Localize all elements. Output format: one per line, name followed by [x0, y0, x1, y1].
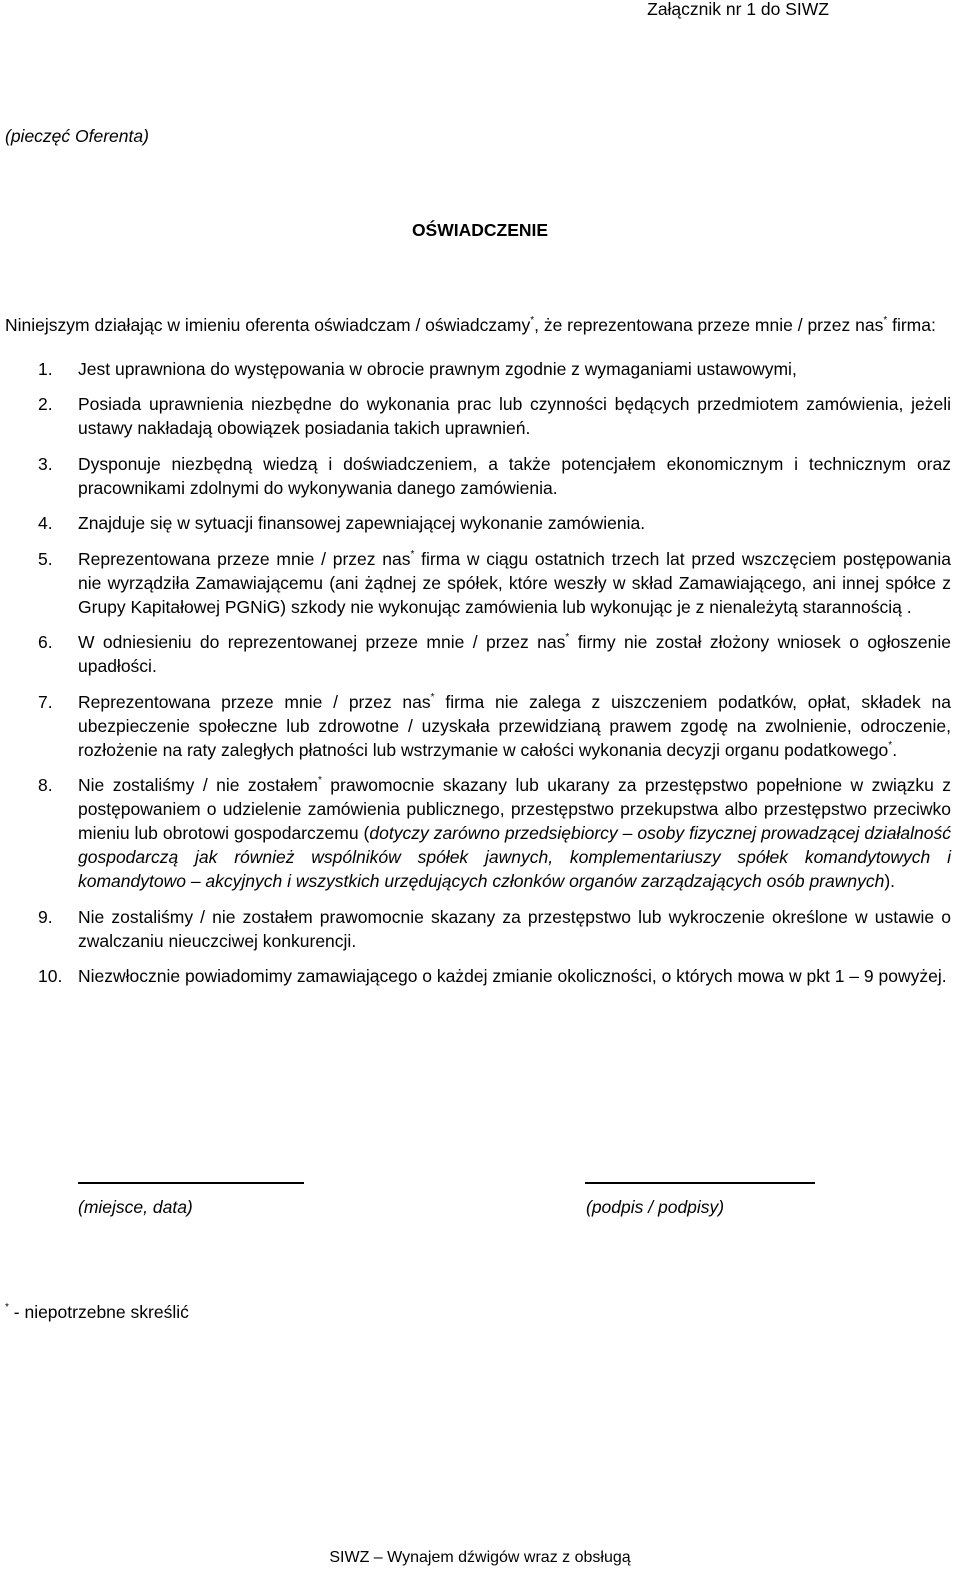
item-number: 7.	[38, 692, 53, 712]
item-text: prawomocnie skazany lub ukarany za przestępstwo popełnione w związku z postępowaniem o udzielenie zamówienia publicznego, przestępstwo przekupstwa albo przestępstwo przeciwko mieniu lub obrotowi gospodarczemu (	[78, 775, 951, 843]
item-number: 4.	[38, 513, 53, 533]
place-date-label: (miejsce, data)	[78, 1197, 193, 1217]
item-text: firmy nie został złożony wniosek o ogłoszenie upadłości.	[78, 632, 951, 676]
item-number: 1.	[38, 359, 53, 379]
item-text: Posiada uprawnienia niezbędne do wykonania prac lub czynności będących przedmiotem zamówienia, jeżeli ustawy nakładają obowiązek posiadania takich uprawnień.	[78, 394, 951, 438]
item-text: Jest uprawniona do występowania w obrocie prawnym zgodnie z wymaganiami ustawowymi,	[78, 359, 797, 379]
signature-line	[585, 1182, 815, 1184]
list-item	[0, 773, 951, 893]
list-item	[0, 690, 951, 762]
item-text: firma nie zalega z uiszczeniem podatków, opłat, składek na ubezpieczenie społeczne lub zdrowotne / uzyskała przewidzianą prawem zgodę na zwolnienie, odroczenie, rozłożenie na raty zaległych płatności lub wstrzymanie w całości wykonania decyzji organu podatkowego	[78, 692, 951, 760]
item-text: Nie zostaliśmy / nie zostałem prawomocnie skazany za przestępstwo lub wykroczenie określone w ustawie o zwalczaniu nieuczciwej konkurencji.	[78, 907, 951, 951]
signature-label: (podpis / podpisy)	[586, 1197, 725, 1217]
list-item	[0, 452, 951, 500]
list-item	[0, 630, 951, 678]
asterisk-mark: *	[565, 632, 570, 644]
item-number: 3.	[38, 454, 53, 474]
place-date-line	[78, 1182, 304, 1184]
item-text: firma w ciągu ostatnich trzech lat przed wszczęciem postępowania nie wyrządziła Zamawiającemu (ani żądnej ze spółek, które weszły w skład Zamawiającego, ani innej spółce z Grupy Kapitałowej PGNiG) szkody nie wykonując zamówienia lub wykonując je z nienależytą starannością .	[78, 549, 951, 617]
asterisk-mark: *	[888, 740, 893, 752]
page-footer: SIWZ – Wynajem dźwigów wraz z obsługą	[329, 1549, 631, 1566]
asterisk-mark: *	[883, 315, 888, 327]
asterisk-mark: *	[430, 692, 435, 704]
item-text: .	[892, 740, 898, 760]
item-text: W odniesieniu do reprezentowanej przeze mnie / przez nas	[78, 632, 566, 652]
stamp-label: (pieczęć Oferenta)	[5, 126, 149, 146]
list-item	[0, 964, 951, 988]
item-number: 6.	[38, 632, 53, 652]
asterisk-mark: *	[317, 775, 322, 787]
item-number: 10.	[38, 966, 63, 986]
asterisk-mark: *	[410, 549, 415, 561]
list-item	[0, 511, 951, 535]
item-text-italic: dotyczy zarówno przedsiębiorcy – osoby fizycznej prowadzącej działalność gospodarczą jak również wspólników spółek jawnych, komplementariuszy spółek komandytowych i komandytowo – akcyjnych i wszystkich urzędujących członków organów zarządzających osób prawnych	[78, 823, 951, 891]
item-text: Nie zostaliśmy / nie zostałem	[78, 775, 318, 795]
intro-paragraph	[5, 313, 951, 337]
asterisk-mark: *	[5, 1302, 9, 1314]
item-text: Dysponuje niezbędną wiedzą i doświadczeniem, a także potencjałem ekonomicznym i technicznym oraz pracownikami zdolnymi do wykonywania danego zamówienia.	[78, 454, 951, 498]
item-text: Znajduje się w sytuacji finansowej zapewniającej wykonanie zamówienia.	[78, 513, 646, 533]
item-number: 2.	[38, 394, 53, 414]
item-number: 8.	[38, 775, 53, 795]
intro-text-3: firma:	[887, 315, 936, 335]
item-text: Reprezentowana przeze mnie / przez nas	[78, 692, 431, 712]
list-item	[0, 357, 951, 381]
statement-list	[0, 357, 960, 988]
list-item	[0, 905, 951, 953]
footnote	[5, 1300, 189, 1324]
item-text: Reprezentowana przeze mnie / przez nas	[78, 549, 411, 569]
intro-text-2: , że reprezentowana przeze mnie / przez nas	[534, 315, 884, 335]
asterisk-mark: *	[530, 315, 535, 327]
intro-text-1: Niniejszym działając w imieniu oferenta oświadczam / oświadczamy	[5, 315, 531, 335]
list-item	[0, 392, 951, 440]
item-number: 9.	[38, 907, 53, 927]
document-title: OŚWIADCZENIE	[411, 220, 549, 240]
footnote-text: - niepotrzebne skreślić	[8, 1302, 189, 1322]
item-number: 5.	[38, 549, 53, 569]
annex-label: Załącznik nr 1 do SIWZ	[647, 0, 829, 19]
item-text: Niezwłocznie powiadomimy zamawiającego o każdej zmianie okoliczności, o których mowa w pkt 1 – 9 powyżej.	[78, 966, 947, 986]
list-item	[0, 547, 951, 619]
item-text: ).	[884, 871, 896, 891]
